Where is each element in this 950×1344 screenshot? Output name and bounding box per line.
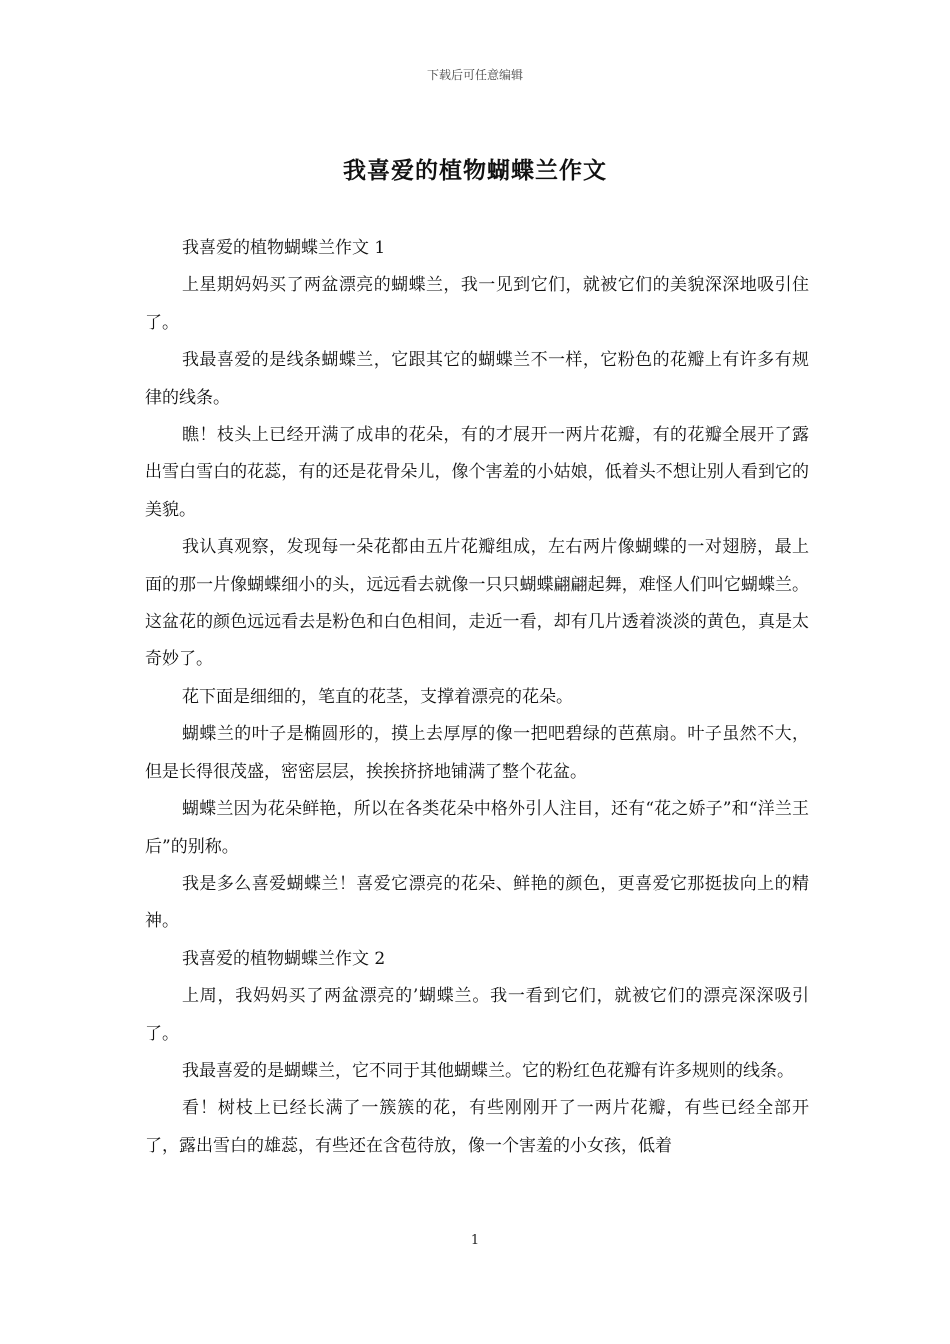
paragraph: 看！树枝上已经长满了一簇簇的花，有些刚刚开了一两片花瓣，有些已经全部开了，露出雪白的雄蕊，有些还在含苞待放，像一个害羞的小女孩，低着 <box>145 1098 809 1156</box>
paragraph: 蝴蝶兰因为花朵鲜艳，所以在各类花朵中格外引人注目，还有“花之娇子”和“洋兰王后”的别称。 <box>145 799 809 857</box>
header-note: 下载后可任意编辑 <box>426 68 523 82</box>
document-body <box>145 230 809 1165</box>
paragraph: 我最喜爱的是线条蝴蝶兰，它跟其它的蝴蝶兰不一样，它粉色的花瓣上有许多有规律的线条。 <box>145 350 809 408</box>
paragraph: 我最喜爱的是蝴蝶兰，它不同于其他蝴蝶兰。它的粉红色花瓣有许多规则的线条。 <box>182 1060 794 1081</box>
document-title: 我喜爱的植物蝴蝶兰作文 <box>343 158 607 184</box>
paragraph: 上周，我妈妈买了两盆漂亮的’蝴蝶兰。我一看到它们，就被它们的漂亮深深吸引了。 <box>145 986 809 1044</box>
paragraph: 上星期妈妈买了两盆漂亮的蝴蝶兰，我一见到它们，就被它们的美貌深深地吸引住了。 <box>145 275 809 333</box>
paragraph: 瞧！枝头上已经开满了成串的花朵，有的才展开一两片花瓣，有的花瓣全展开了露出雪白雪白的花蕊，有的还是花骨朵儿，像个害羞的小姑娘，低着头不想让别人看到它的美貌。 <box>145 425 809 520</box>
paragraph: 我认真观察，发现每一朵花都由五片花瓣组成，左右两片像蝴蝶的一对翅膀，最上面的那一片像蝴蝶细小的头，远远看去就像一只只蝴蝶翩翩起舞，难怪人们叫它蝴蝶兰。这盆花的颜色远远看去是粉色和白色相间，走近一看，却有几片透着淡淡的黄色，真是太奇妙了。 <box>145 537 809 670</box>
section-heading-1: 我喜爱的植物蝴蝶兰作文 1 <box>182 238 386 258</box>
paragraph: 花下面是细细的，笔直的花茎，支撑着漂亮的花朵。 <box>182 686 573 707</box>
paragraph: 蝴蝶兰的叶子是椭圆形的，摸上去厚厚的像一把吧碧绿的芭蕉扇。叶子虽然不大，但是长得很茂盛，密密层层，挨挨挤挤地铺满了整个花盆。 <box>145 724 809 782</box>
section-heading-2: 我喜爱的植物蝴蝶兰作文 2 <box>182 948 386 969</box>
page-number: 1 <box>470 1233 480 1248</box>
paragraph: 我是多么喜爱蝴蝶兰！喜爱它漂亮的花朵、鲜艳的颜色，更喜爱它那挺拔向上的精神。 <box>145 873 809 932</box>
